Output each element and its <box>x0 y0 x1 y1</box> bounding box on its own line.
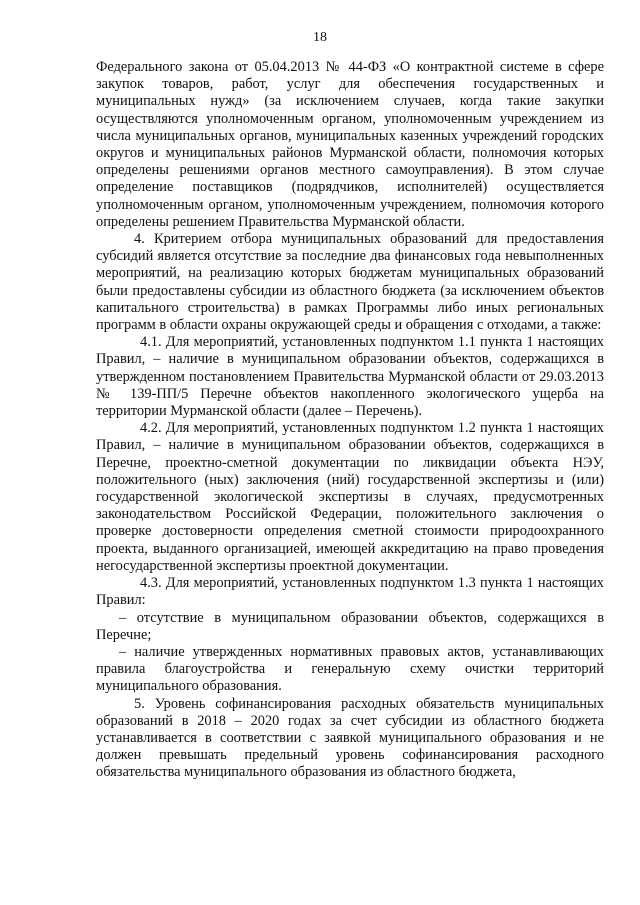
list-item-no-objects: – отсутствие в муниципальном образовании объектов, содержащихся в Перечне; <box>96 609 604 643</box>
document-body <box>96 59 604 782</box>
page-number: 18 <box>313 30 327 45</box>
list-item-normative-acts: – наличие утвержденных нормативных правовых актов, устанавливающих правила благоустройства и генеральную схему очистки территорий муниципального образования. <box>96 643 604 695</box>
paragraph-cofinancing-level: 5. Уровень софинансирования расходных обязательств муниципальных образований в 2018 – 2020 годах за счет субсидии из областного бюджета устанавливается в соответствии с заявкой муниципального образования и не должен превышать предельный уровень софинансирования расходного обязательства муниципального образования из областного бюджета, <box>96 695 604 781</box>
paragraph-4-3: 4.3. Для мероприятий, установленных подпунктом 1.3 пункта 1 настоящих Правил: <box>96 575 604 609</box>
paragraph-4-1: 4.1. Для мероприятий, установленных подпунктом 1.1 пункта 1 настоящих Правил, – наличие в муниципальном образовании объектов, содержащихся в утвержденном постановлением Правительства Мурманской области от 29.03.2013 № 139-ПП/5 Перечне объектов накопленного экологического ущерба на территории Мурманской области (далее – Перечень). <box>96 334 604 420</box>
paragraph-procurement-continuation: Федерального закона от 05.04.2013 № 44-ФЗ «О контрактной системе в сфере закупок товаров, работ, услуг для обеспечения государственных и муниципальных нужд» (за исключением случаев, когда такие закупки осуществляются уполномоченным органом, уполномоченным учреждением из числа муниципальных органов, муниципальных казенных учреждений городских округов и муниципальных районов Мурманской области, полномочия которых определены решениями органов местного самоуправления). В этом случае определение поставщиков (подрядчиков, исполнителей) осуществляется уполномоченным органом, уполномоченным учреждением, полномочия которого определены решением Правительства Мурманской области. <box>96 59 604 230</box>
paragraph-4-2: 4.2. Для мероприятий, установленных подпунктом 1.2 пункта 1 настоящих Правил, – наличие в муниципальном образовании объектов, содержащихся в Перечне, проектно-сметной документации по ликвидации объекта НЭУ, положительного (ных) заключения (ний) государственной экспертизы и (или) государственной экологической экспертизы в случаях, предусмотренных законодательством Российской Федерации, положительного заключения о проверке достоверности определения сметной стоимости природоохранного проекта, выданного организацией, имеющей аккредитацию на право проведения негосударственной экспертизы проектной документации. <box>96 420 604 574</box>
paragraph-selection-criterion: 4. Критерием отбора муниципальных образований для предоставления субсидий является отсутствие за последние два финансовых года невыполненных мероприятий, на реализацию которых бюджетам муниципальных образований были предоставлены субсидии из областного бюджета (за исключением объектов капитального строительства) в рамках Программы либо иных региональных программ в области охраны окружающей среды и обращения с отходами, а также: <box>96 231 604 334</box>
